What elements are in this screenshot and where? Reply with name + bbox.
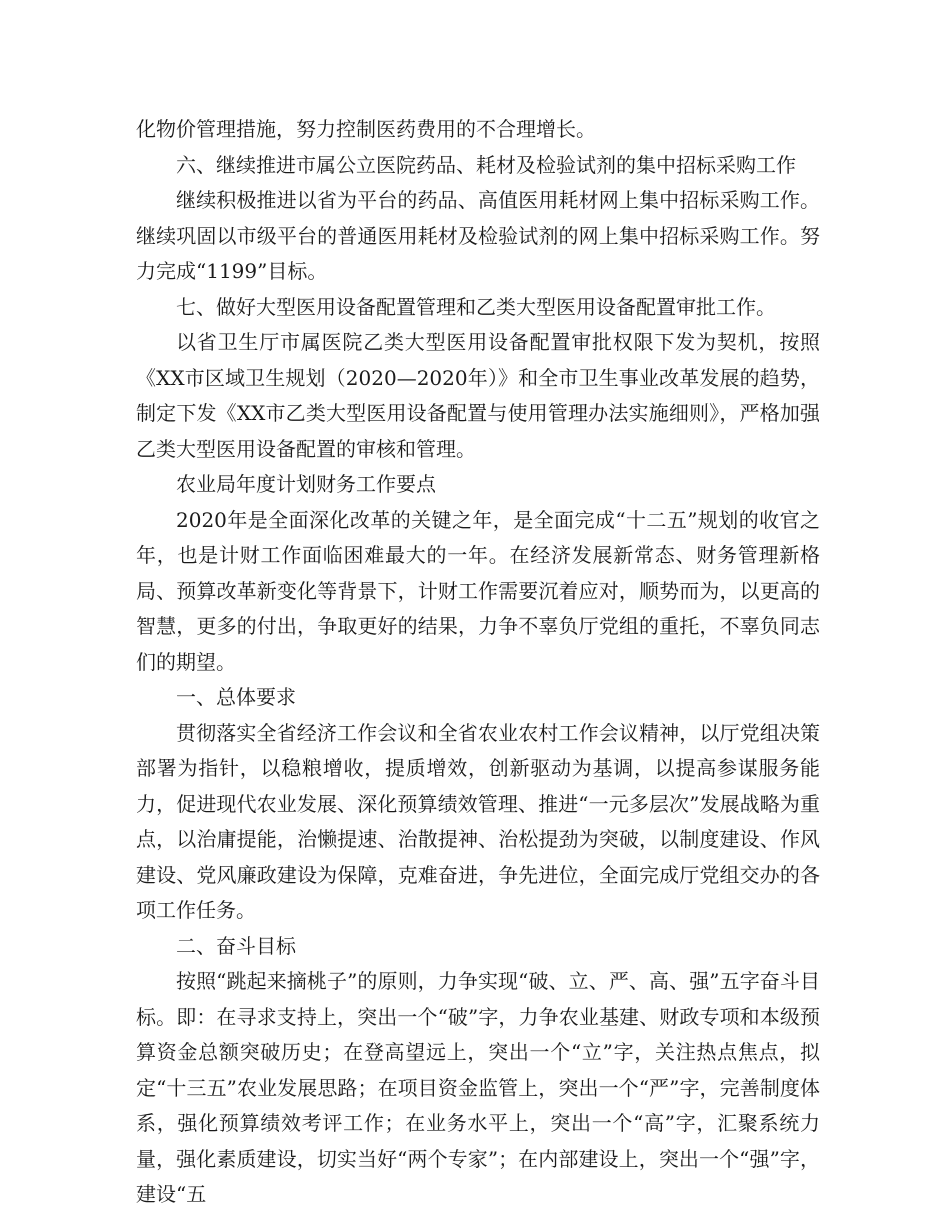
heading-goals: 二、奋斗目标 — [176, 933, 296, 958]
paragraph-procurement: 继续积极推进以省为平台的药品、高值医用耗材网上集中招标采购工作。继续巩固以市级平台的普通医用耗材及检验试剂的网上集中招标采购工作。努力完成“1199”目标。 — [136, 188, 820, 283]
heading-section-six: 六、继续推进市属公立医院药品、耗材及检验试剂的集中招标采购工作 — [176, 152, 796, 177]
document-title: 农业局年度计划财务工作要点 — [176, 472, 436, 496]
heading-section-seven: 七、做好大型医用设备配置管理和乙类大型医用设备配置审批工作。 — [176, 294, 776, 319]
paragraph-1: 化物价管理措施，努力控制医药费用的不合理增长。 — [136, 117, 596, 141]
paragraph-intro: 2020年是全面深化改革的关键之年，是全面完成“十二五”规划的收官之年，也是计财工作面临困难最大的一年。在经济发展新常态、财务管理新格局、预算改革新变化等背景下，计财工作需要沉着应对，顺势而为，以更高的智慧，更多的付出，争取更好的结果，力争不辜负厅党组的重托，不辜负同志们的期望。 — [136, 507, 820, 674]
paragraph-goals: 按照“跳起来摘桃子”的原则，力争实现“破、立、严、高、强”五字奋斗目标。即：在寻求支持上，突出一个“破”字，力争农业基建、财政专项和本级预算资金总额突破历史；在登高望远上，突出一个“立”字，关注热点焦点，拟定“十三五”农业发展思路；在项目资金监管上，突出一个“严”字，完善制度体系，强化预算绩效考评工作；在业务水平上，突出一个“高”字，汇聚系统力量，强化素质建设，切实当好“两个专家”；在内部建设上，突出一个“强”字，建设“五 — [136, 969, 820, 1206]
paragraph-equipment: 以省卫生厅市属医院乙类大型医用设备配置审批权限下发为契机，按照《XX市区域卫生规划（2020—2020年）》和全市卫生事业改革发展的趋势，制定下发《XX市乙类大型医用设备配置与使用管理办法实施细则》，严格加强乙类大型医用设备配置的审核和管理。 — [136, 330, 820, 461]
heading-general-requirements: 一、总体要求 — [176, 685, 296, 709]
document-body — [136, 112, 820, 1213]
paragraph-requirements: 贯彻落实全省经济工作会议和全省农业农村工作会议精神，以厅党组决策部署为指针，以稳粮增收，提质增效，创新驱动为基调，以提高参谋服务能力，促进现代农业发展、深化预算绩效管理、推进“一元多层次”发展战略为重点，以治庸提能，治懒提速、治散提神、治松提劲为突破，以制度建设、作风建设、党风廉政建设为保障，克难奋进，争先进位，全面完成厅党组交办的各项工作任务。 — [136, 720, 820, 922]
